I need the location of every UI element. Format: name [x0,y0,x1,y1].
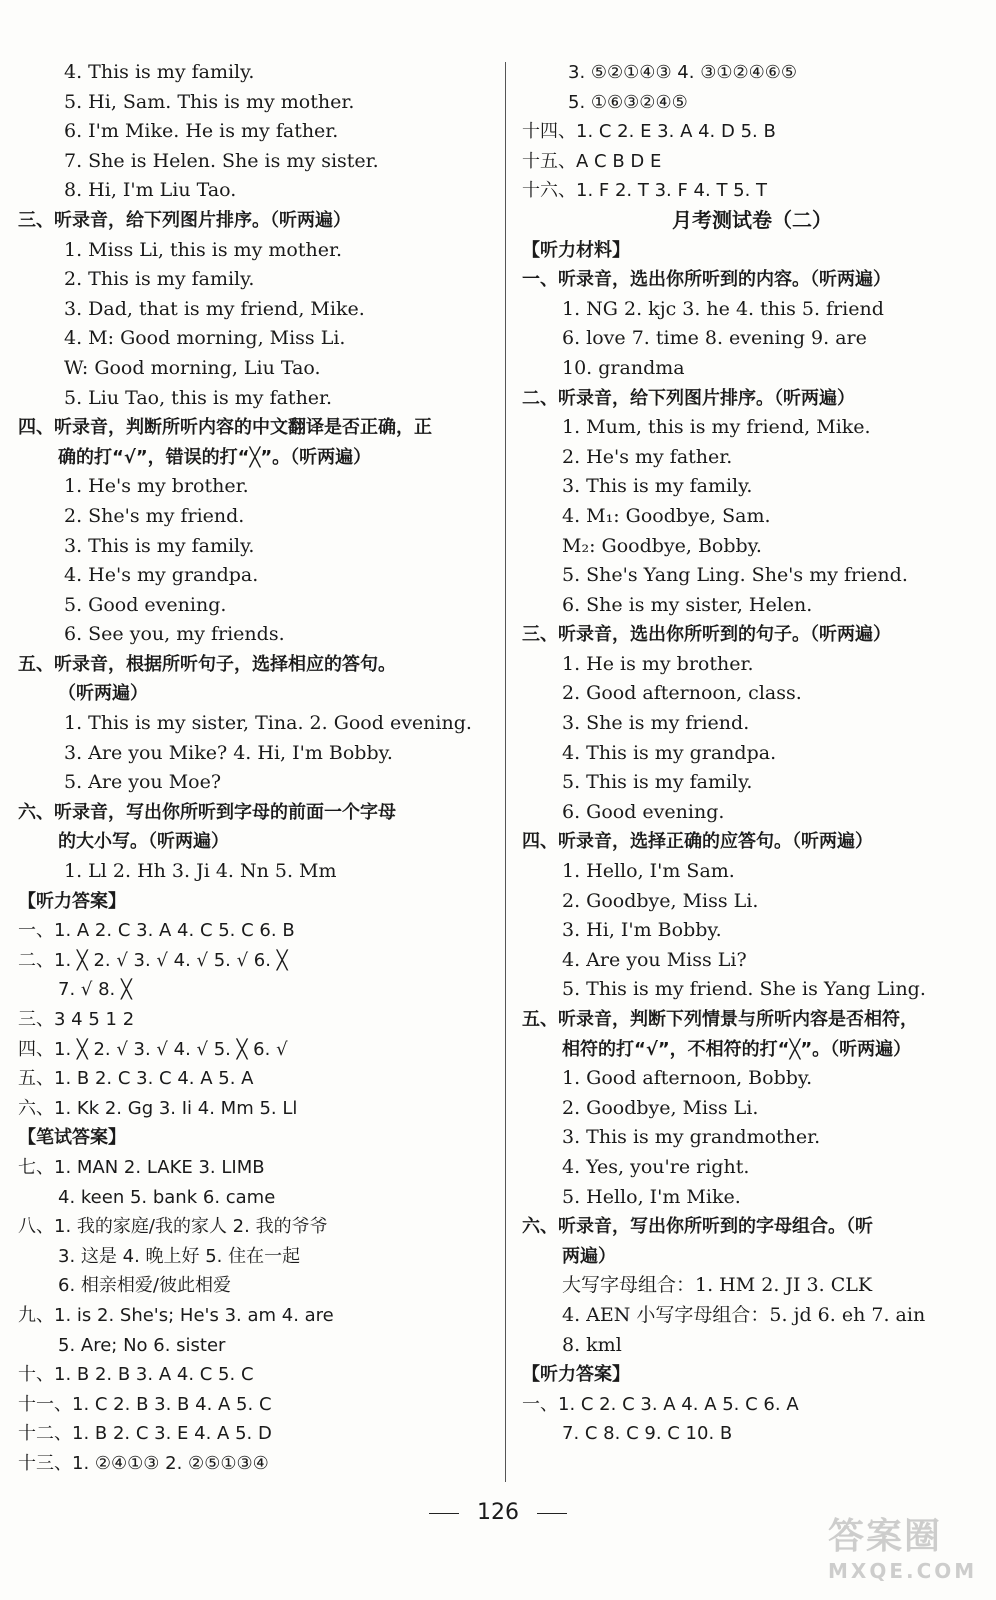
right-line: 五、听录音，判断下列情景与所听内容是否相符， [522,1009,918,1030]
watermark-text: 答案圈 [828,1516,943,1557]
left-line: 十三、1. ②④①③ 2. ②⑤①③④ [18,1452,269,1474]
left-line: 4. M: Good morning, Miss Li. [64,327,346,350]
left-line: 三、3 4 5 1 2 [18,1009,135,1030]
left-line: 确的打“√”，错误的打“╳”。（听两遍） [58,446,372,468]
right-line: 两遍） [562,1245,616,1267]
right-line: 十六、1. F 2. T 3. F 4. T 5. T [522,180,768,202]
left-line: 5. Are; No 6. sister [58,1334,226,1356]
right-line: 十四、1. C 2. E 3. A 4. D 5. B [522,121,776,143]
footer-dash-right [537,1513,567,1514]
page-number: 126 [477,1500,519,1525]
left-line: （听两遍） [58,683,148,705]
right-line: 4. This is my grandpa. [562,741,777,764]
left-line: 5. Hi, Sam. This is my mother. [64,90,355,113]
right-line: 大写字母组合：1. HM 2. JI 3. CLK [562,1274,873,1297]
left-line: 8. Hi, I'm Liu Tao. [64,179,237,202]
left-line: 5. Good evening. [64,593,227,616]
left-line: W: Good morning, Liu Tao. [64,356,321,379]
right-line: 三、听录音，选出你所听到的句子。（听两遍） [522,624,891,646]
left-line: 九、1. is 2. She's; He's 3. am 4. are [18,1304,334,1326]
right-line: 【听力答案】 [522,1364,630,1386]
left-line: 一、1. A 2. C 3. A 4. C 5. C 6. B [18,920,295,942]
right-line: 6. Good evening. [562,800,725,823]
footer-dash-left [429,1513,459,1514]
left-line: 2. This is my family. [64,268,255,291]
left-line: 2. She's my friend. [64,504,245,527]
right-line: 1. Good afternoon, Bobby. [562,1067,813,1090]
left-line: 【听力答案】 [18,890,126,912]
left-line: 3. 这是 4. 晚上好 5. 住在一起 [58,1245,301,1267]
left-line: 1. Ll 2. Hh 3. Ji 4. Nn 5. Mm [64,860,337,883]
left-line: 7. She is Helen. She is my sister. [64,149,379,172]
left-line: 十二、1. B 2. C 3. E 4. A 5. D [18,1423,272,1445]
left-line: 3. Dad, that is my friend, Mike. [64,297,365,320]
right-line: 5. This is my family. [562,771,753,794]
right-line: 2. He's my father. [562,445,733,468]
left-line: 四、1. ╳ 2. √ 3. √ 4. √ 5. ╳ 6. √ [18,1038,288,1060]
right-line: M₂: Goodbye, Bobby. [562,534,762,557]
right-line: 10. grandma [562,356,685,379]
left-line: 7. √ 8. ╳ [58,979,132,1001]
left-column [18,58,494,1479]
left-line: 4. keen 5. bank 6. came [58,1186,276,1208]
right-line: 6. love 7. time 8. evening 9. are [562,327,867,350]
right-line: 1. Hello, I'm Sam. [562,860,735,883]
left-line: 3. This is my family. [64,534,255,557]
right-line: 5. ①⑥③②④⑤ [568,91,688,113]
left-line: 六、1. Kk 2. Gg 3. Ii 4. Mm 5. Ll [18,1097,298,1119]
right-line: 3. This is my grandmother. [562,1126,821,1149]
left-line: 6. 相亲相爱/彼此相爱 [58,1275,231,1297]
right-line: 3. She is my friend. [562,712,750,735]
right-line: 一、1. C 2. C 3. A 4. A 5. C 6. A [522,1393,799,1415]
left-line: 二、1. ╳ 2. √ 3. √ 4. √ 5. √ 6. ╳ [18,949,288,971]
left-line: 6. I'm Mike. He is my father. [64,120,339,143]
left-line: 4. This is my family. [64,61,255,83]
right-line: 相符的打“√”，不相符的打“╳”。（听两遍） [562,1038,912,1060]
right-column [522,58,982,1449]
left-line: 四、听录音，判断所听内容的中文翻译是否正确，正 [18,417,432,439]
column-divider [505,62,506,1482]
right-line: 一、听录音，选出你所听到的内容。（听两遍） [522,269,891,291]
right-line: 3. ⑤②①④③ 4. ③①②④⑥⑤ [568,62,798,83]
right-line: 2. Goodbye, Miss Li. [562,1096,759,1119]
right-line: 月考测试卷（二） [672,207,832,232]
left-line: 4. He's my grandpa. [64,564,259,587]
watermark-logo [828,1508,978,1588]
left-line: 3. Are you Mike? 4. Hi, I'm Bobby. [64,741,393,764]
left-line: 【笔试答案】 [18,1127,126,1149]
left-line: 的大小写。（听两遍） [58,831,229,853]
left-line: 七、1. MAN 2. LAKE 3. LIMB [18,1156,265,1178]
right-line: 四、听录音，选择正确的应答句。（听两遍） [522,831,873,853]
right-line: 1. Mum, this is my friend, Mike. [562,416,871,439]
right-line: 二、听录音，给下列图片排序。（听两遍） [522,387,855,409]
right-line: 3. Hi, I'm Bobby. [562,919,722,942]
right-line: 6. She is my sister, Helen. [562,593,813,616]
right-line: 十五、A C B D E [522,150,662,172]
right-line: 5. She's Yang Ling. She's my friend. [562,564,908,587]
left-line: 六、听录音，写出你所听到字母的前面一个字母 [18,801,396,823]
left-line: 十、1. B 2. B 3. A 4. C 5. C [18,1364,254,1386]
right-line: 4. AEN 小写字母组合：5. jd 6. eh 7. ain [562,1303,926,1326]
left-line: 5. Are you Moe? [64,771,222,794]
left-line: 6. See you, my friends. [64,623,285,646]
right-line: 4. M₁: Goodbye, Sam. [562,504,771,527]
right-line: 3. This is my family. [562,475,753,498]
right-line: 5. Hello, I'm Mike. [562,1185,741,1208]
left-line: 1. This is my sister, Tina. 2. Good evening. [64,712,472,735]
watermark-url: MXQE.COM [828,1559,978,1583]
left-line: 五、听录音，根据所听句子，选择相应的答句。 [18,653,396,675]
right-line: 六、听录音，写出你所听到的字母组合。（听 [522,1216,873,1238]
right-line: 4. Are you Miss Li? [562,948,747,971]
right-line: 8. kml [562,1333,622,1356]
right-line: 2. Goodbye, Miss Li. [562,889,759,912]
right-line: 1. He is my brother. [562,652,754,675]
left-line: 十一、1. C 2. B 3. B 4. A 5. C [18,1393,272,1415]
right-line: 4. Yes, you're right. [562,1155,750,1178]
right-line: 【听力材料】 [522,239,630,261]
left-line: 1. Miss Li, this is my mother. [64,238,343,261]
right-line: 1. NG 2. kjc 3. he 4. this 5. friend [562,297,884,320]
right-line: 5. This is my friend. She is Yang Ling. [562,978,926,1001]
left-line: 五、1. B 2. C 3. C 4. A 5. A [18,1068,254,1090]
right-line: 2. Good afternoon, class. [562,682,802,705]
left-line: 5. Liu Tao, this is my father. [64,386,333,409]
right-line: 7. C 8. C 9. C 10. B [562,1423,733,1445]
left-line: 1. He's my brother. [64,475,249,498]
left-line: 八、1. 我的家庭/我的家人 2. 我的爷爷 [18,1216,328,1238]
left-line: 三、听录音，给下列图片排序。（听两遍） [18,209,351,231]
